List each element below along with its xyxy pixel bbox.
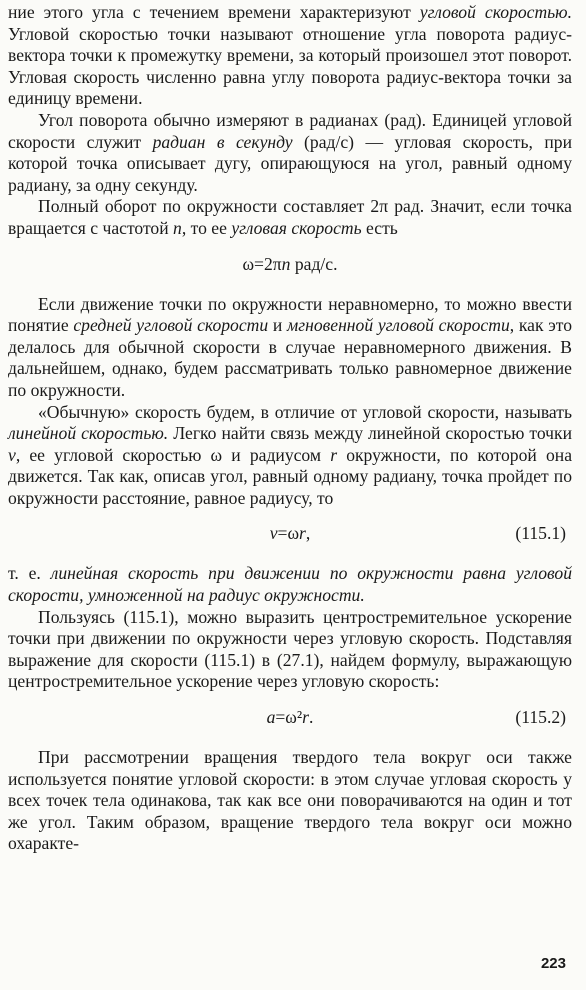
formula-115-1 [8, 509, 572, 563]
variable-n: n [173, 217, 182, 238]
text-run: Если движение точки по окружности неравномерно, то можно ввести понятие [8, 293, 572, 336]
text-run: При рассмотрении вращения твердого тела вокруг оси также используется понятие угловой скорости: в этом случае угловая скорость у всех точек тела одинакова, так как все они поворачиваются на один и тот же угол. Таким образом, вращение твердого тела вокруг оси можно охаракте- [8, 747, 572, 854]
formula-part: . [309, 707, 314, 728]
term-linear-velocity: линейной скоростью. [8, 423, 169, 444]
formula-part: ω=2π [242, 253, 282, 274]
formula-variable: r [302, 707, 310, 728]
variable-r: r [330, 444, 338, 465]
text-run: окружности, по которой она движется. Так как, описав угол, равный одному радиану, точка пройдет по окружности расстояние, равное радиусу, то [8, 444, 572, 508]
paragraph-2 [8, 110, 572, 196]
formula-variable: r [299, 523, 306, 544]
text-run: есть [361, 217, 398, 238]
paragraph-6 [8, 563, 572, 606]
formula-omega [8, 240, 572, 294]
formula-variable: n [281, 253, 291, 274]
text-run: Легко найти связь между линейной скоростью точки [168, 423, 572, 444]
formula-expression [8, 523, 572, 544]
formula-part: =ω² [275, 707, 303, 728]
paragraph-1 [8, 2, 572, 110]
formula-variable: a [266, 707, 276, 728]
text-run: Угол поворота обычно измеряют в радианах (рад). Единицей угловой скорости служит [8, 109, 572, 152]
term-instant-angular-velocity: мгновенной угловой скорости [287, 315, 510, 336]
paragraph-8 [8, 747, 572, 855]
term-radian-per-second: радиан в секунду [152, 131, 293, 152]
formula-part: =ω [277, 523, 300, 544]
paragraph-4 [8, 294, 572, 402]
paragraph-3 [8, 196, 572, 239]
paragraph-7 [8, 607, 572, 693]
page-number: 223 [540, 955, 566, 972]
text-run: Пользуясь (115.1), можно выразить центростремительное ускорение точки при движении по окружности через угловую скорость. Подставляя выражение для скорости (115.1) в (27.1), найдем формулу, выражающую центростремительное ускорение через угловую скорость: [8, 606, 572, 692]
text-run: , то ее [181, 217, 232, 238]
text-run: «Обычную» скорость будем, в отличие от угловой скорости, называть [38, 401, 572, 422]
term-average-angular-velocity: средней угловой скорости [73, 315, 269, 336]
equation-number: (115.2) [515, 707, 566, 728]
text-run: (рад/с) — угловая скорость, при которой точка описывает дугу, опирающуюся на угол, равный одному радиану, за одну секунду. [8, 131, 572, 195]
text-run: , ее угловой скоростью ω и радиусом [15, 444, 331, 465]
variable-v: v [8, 444, 16, 465]
text-run: ние этого угла с течением времени характеризуют [8, 2, 420, 22]
term-angular-velocity: угловая скорость [231, 217, 362, 238]
text-run: Угловой скоростью точки называют отношение угла поворота радиус-вектора точки к промежутку времени, за который произошел этот поворот. Угловая скорость численно равна углу поворота радиус-вектора точки за единицу времени. [8, 23, 572, 109]
formula-part: , [305, 523, 311, 544]
formula-expression [8, 254, 572, 275]
equation-number: (115.1) [515, 523, 566, 544]
term-angular-velocity: угловой скоростью. [419, 2, 572, 22]
text-run: и [268, 315, 288, 336]
emphasized-statement: линейная скорость при движении по окружности равна угловой скорости, умноженной на радиус окружности. [8, 563, 572, 606]
paragraph-5 [8, 402, 572, 510]
formula-variable: v [269, 523, 278, 544]
formula-expression [8, 707, 572, 728]
text-run: , как это делалось для обычной скорости в случае неравномерного движения. В дальнейшем, однако, будем рассматривать только равномерное движение по окружности. [8, 315, 573, 400]
formula-115-2 [8, 693, 572, 747]
text-run: Полный оборот по окружности составляет 2π рад. Значит, если точка вращается с частотой [8, 196, 572, 238]
text-run: т. е. [8, 563, 51, 584]
formula-part: рад/с. [290, 253, 338, 274]
